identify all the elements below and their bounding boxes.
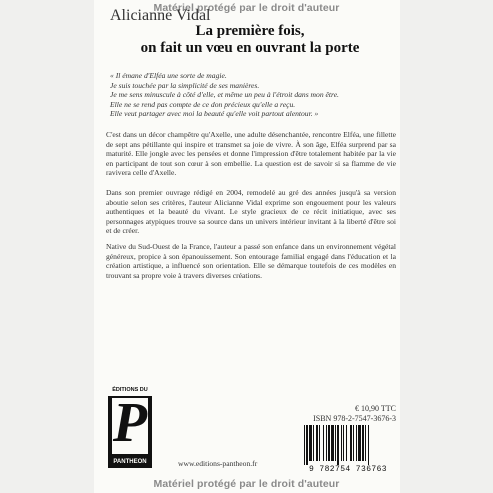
book-title-line-1: La première fois, <box>195 23 305 39</box>
author-name: Alicianne Vidal <box>110 7 211 24</box>
publisher-logo-top-text: ÉDITIONS DU <box>108 384 152 396</box>
publisher-logo-bottom-text: PANTHEON <box>113 459 147 465</box>
synopsis-paragraph: C'est dans un décor champêtre qu'Axelle, une adulte désenchantée, rencontre Elféa, une fillette de sept ans pétillante qui inspire et transmet sa joie de vivre. À son âge, Elféa surprend par sa maturité. Elle jongle avec les pensées et donne l'impression d'être totalement habitée par la vie en participant de tout son cœur à son embellie. La question est de savoir si sa flamme de vie ravivera celle d'Axelle. <box>106 130 396 178</box>
quote-line: Elle veut partager avec moi la beauté qu'elle voit partout alentour. » <box>110 109 319 119</box>
barcode-icon <box>300 425 396 465</box>
quote-line: Je me sens minuscule à côté d'elle, et même un peu à l'étroit dans mon être. <box>110 90 339 100</box>
quote-line: Elle ne se rend pas compte de ce don précieux qu'elle a reçu. <box>110 99 296 109</box>
barcode-digits: 9 782754 736763 <box>308 465 387 474</box>
quote-line: « Il émane d'Elféa une sorte de magie. <box>110 71 227 80</box>
price-label: € 10,90 TTC <box>355 404 396 413</box>
author-bio-paragraph: Native du Sud-Ouest de la France, l'auteur a passé son enfance dans un environnement végétal généreux, propice à son épanouissement. Son entourage familial engagé dans l'éducation et la création artistique, a influencé son orientation. Elle se démarque toutefois de ces modèles en trouvant sa propre voie à travers diverses créations. <box>106 242 396 280</box>
publisher-logo <box>108 384 152 468</box>
copyright-watermark-bottom: Matériel protégé par le droit d'auteur <box>153 478 340 490</box>
isbn-label: ISBN 978-2-7547-3676-3 <box>313 414 396 423</box>
book-title <box>100 23 400 57</box>
publisher-website: www.editions-pantheon.fr <box>178 459 258 468</box>
book-title-line-2: on fait un vœu en ouvrant la porte <box>140 40 360 56</box>
quote-line: Je suis touchée par la simplicité de ses manières. <box>110 80 260 90</box>
copyright-watermark-top: Matériel protégé par le droit d'auteur <box>153 2 340 14</box>
publisher-p-icon: P <box>112 392 148 454</box>
excerpt-quote <box>110 71 396 119</box>
author-work-paragraph: Dans son premier ouvrage rédigé en 2004, remodelé au gré des années jusqu'à sa version aboutie selon ses critères, l'auteur Alicianne Vidal exprime son engouement pour les valeurs authentiques et la beauté du vivant. Le style gracieux de ce récit initiatique, avec ses personnages atypiques trouve sa source dans un univers intérieur invitant à la liberté d'être soi et de créer. <box>106 188 396 236</box>
